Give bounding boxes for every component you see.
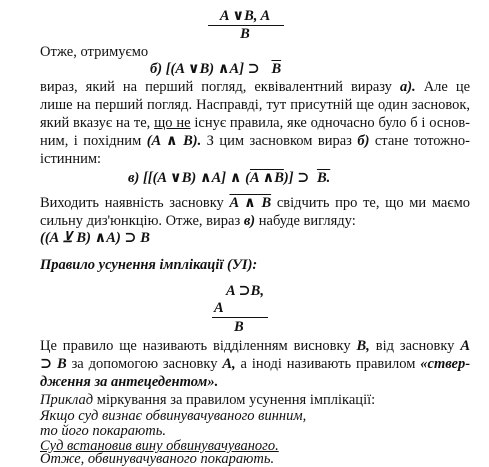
para2-l2-post: набуде вигляду: bbox=[258, 213, 356, 229]
therefore-line: Отже, отримуємо bbox=[40, 44, 149, 60]
example-intro bbox=[40, 392, 375, 408]
example-line-2: то його покарають. bbox=[40, 423, 166, 439]
para1-line-2: лише на перший погляд. Насправді, тут присутній ще один засновок, bbox=[40, 97, 470, 113]
para2-l1-post: свідчить про те, що ми маємо bbox=[276, 195, 470, 211]
para3-l2-mid: а іноді називають правилом bbox=[240, 356, 416, 372]
formula-b-label: б) bbox=[150, 61, 163, 77]
rule-formula-line1: A ⊃B, bbox=[226, 283, 264, 299]
example-line-1: Якщо суд визнає обвинувачуваного винним, bbox=[40, 408, 307, 424]
para1-line-4 bbox=[40, 133, 470, 149]
formula-v-part1: [[(A ∨B) ∧A] ∧ ( bbox=[142, 170, 250, 186]
para1-l1-post: Але це bbox=[423, 79, 471, 95]
para1-l4-post: стане тотожно- bbox=[374, 133, 470, 149]
para3-l1-b: B, bbox=[356, 338, 370, 354]
rule-heading: Правило усунення імплікації (УІ): bbox=[40, 257, 258, 273]
para3-l1-pre: Це правило ще називають відділенням висновку bbox=[40, 338, 351, 354]
para2-l2-pre: сильну диз'юнкцію. Отже, вираз bbox=[40, 213, 241, 229]
rule-formula-line2: A bbox=[214, 300, 224, 316]
rule-formula-conclusion: B bbox=[234, 319, 244, 335]
para1-line-1 bbox=[40, 79, 470, 95]
para1-l3-pre: який вказує на те, bbox=[40, 115, 151, 131]
para1-l4-ref: б) bbox=[357, 133, 370, 149]
para1-l4-mid: З цим засновком вираз bbox=[206, 133, 352, 149]
top-formula-conclusion: B bbox=[240, 26, 250, 42]
para3-l2-quote: «ствер- bbox=[420, 356, 471, 372]
para3-line-2 bbox=[40, 356, 470, 372]
para3-l2-pre: за допомогою засновку bbox=[71, 356, 218, 372]
para2-line-1 bbox=[40, 195, 470, 211]
para3-line-1 bbox=[40, 338, 470, 354]
para2-l1-pre: Виходить наявність засновку bbox=[40, 195, 224, 211]
para3-l2-b: A, bbox=[222, 356, 236, 372]
para1-l4-formula: (A ∧ B). bbox=[146, 133, 202, 149]
para1-line-3 bbox=[40, 115, 470, 131]
formula-v bbox=[128, 170, 330, 186]
para2-line-2 bbox=[40, 213, 356, 229]
example-label: Приклад bbox=[40, 392, 94, 408]
para1-l3-underlined: що не bbox=[154, 115, 191, 131]
formula-v-part2: )] ⊃ bbox=[283, 170, 310, 186]
example-line-3: Суд встановив вину обвинувачуваного. bbox=[40, 438, 279, 454]
rule-formula-rule bbox=[212, 317, 268, 318]
formula-b bbox=[150, 61, 281, 77]
formula-v-label: в) bbox=[128, 170, 140, 186]
para3-l1-a: A bbox=[460, 338, 470, 354]
para1-l3-post: існує правила, яке одночасно було б і основ- bbox=[194, 115, 471, 131]
formula-v-overlined: A ∧B bbox=[249, 170, 284, 186]
top-formula-premise: A ∨B, A bbox=[219, 8, 271, 24]
formula-v-consequent: B. bbox=[316, 170, 331, 186]
para1-l4-pre: ним, і похідним bbox=[40, 133, 142, 149]
para1-line-5: істинним: bbox=[40, 151, 102, 167]
example-line-4: Отже, обвинувачуваного покарають. bbox=[40, 451, 275, 467]
para1-l1-text: вираз, який на перший погляд, еквівалентний виразу bbox=[40, 79, 392, 95]
para3-l2-a: ⊃ B bbox=[40, 356, 67, 372]
para1-l1-ref: а). bbox=[399, 79, 416, 95]
formula-b-body: [(A ∨B) ∧A] ⊃ bbox=[165, 61, 260, 77]
para2-formula: ((A ⊻ B) ∧A) ⊃ B bbox=[40, 230, 150, 246]
formula-b-consequent: $\overline{B}$ bbox=[271, 61, 282, 77]
para2-l1-formula: A ∧ B bbox=[229, 195, 272, 211]
para3-l1-mid: від засновку bbox=[375, 338, 455, 354]
para3-line-3: дження за антецедентом». bbox=[40, 374, 219, 390]
example-text: міркування за правилом усунення імплікації: bbox=[96, 392, 376, 408]
para2-l2-ref: в) bbox=[243, 213, 256, 229]
